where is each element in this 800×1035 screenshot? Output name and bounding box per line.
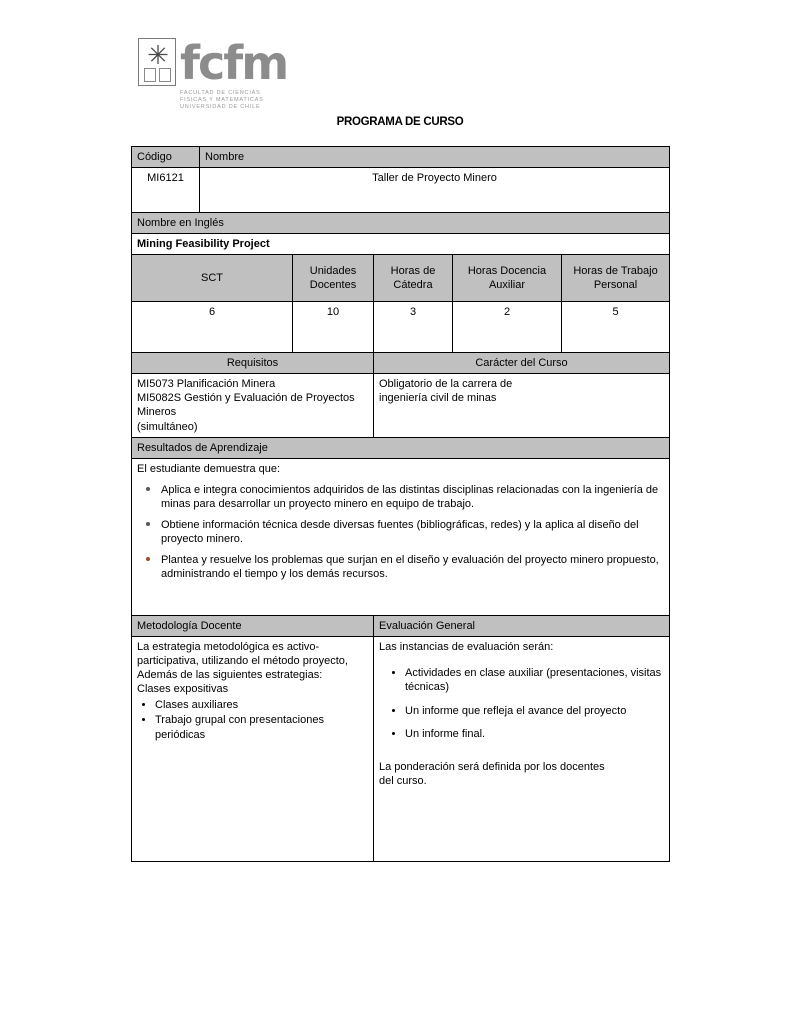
logo-subtitle-line-2: FISICAS Y MATEMATICAS bbox=[180, 97, 264, 103]
table-row bbox=[132, 234, 670, 255]
table-row bbox=[132, 302, 670, 353]
logo-wordmark: fcfm bbox=[180, 36, 288, 90]
cell-nombre-ingles-header: Nombre en Inglés bbox=[132, 213, 670, 234]
table-row bbox=[132, 147, 670, 168]
table-row bbox=[132, 437, 670, 458]
list-item: • Actividades en clase auxiliar (presentaciones, visitas técnicas) bbox=[405, 666, 664, 695]
list-item: • Aplica e integra conocimientos adquiridos de las distintas disciplinas relacionadas con la ingeniería de minas para desarrollar un proyecto minero en equipo de trabajo. bbox=[161, 480, 664, 512]
resultados-list bbox=[137, 480, 664, 582]
page-title: PROGRAMA DE CURSO bbox=[336, 116, 464, 128]
cell-metric-header-catedra: Horas de Cátedra bbox=[374, 255, 453, 302]
table-row bbox=[132, 374, 670, 437]
metodologia-line-3: Además de las siguientes estrategias: bbox=[137, 668, 323, 681]
requisito-line-2: MI5082S Gestión y Evaluación de Proyectos Mineros bbox=[137, 392, 355, 419]
list-item: • Trabajo grupal con presentaciones periódicas bbox=[155, 713, 368, 742]
cell-nombre-header: Nombre bbox=[200, 147, 670, 168]
metodologia-list bbox=[137, 698, 368, 742]
list-item: • Un informe que refleja el avance del proyecto bbox=[405, 704, 664, 719]
evaluacion-list bbox=[379, 666, 664, 742]
table-row bbox=[132, 636, 670, 861]
cell-resultados-header: Resultados de Aprendizaje bbox=[132, 437, 670, 458]
cell-metric-value-auxiliar: 2 bbox=[453, 302, 562, 353]
course-program-table bbox=[131, 146, 670, 862]
cell-resultados-content bbox=[132, 458, 670, 615]
requisito-line-1: MI5073 Planificación Minera bbox=[137, 378, 276, 391]
cell-metric-value-unidades: 10 bbox=[293, 302, 374, 353]
logo-emblem bbox=[138, 38, 176, 86]
cell-metric-value-sct: 6 bbox=[132, 302, 293, 353]
fcfm-logo bbox=[138, 38, 398, 118]
requisito-line-3: (simultáneo) bbox=[137, 420, 198, 433]
cell-metodologia-content bbox=[132, 636, 374, 861]
cell-requisitos-header: Requisitos bbox=[132, 353, 374, 374]
list-item: • Clases auxiliares bbox=[155, 698, 368, 712]
table-row bbox=[132, 213, 670, 234]
evaluacion-footer-line-2: del curso. bbox=[379, 775, 427, 787]
cell-codigo-value: MI6121 bbox=[132, 168, 200, 213]
list-item: • Obtiene información técnica desde diversas fuentes (bibliográficas, redes) y la aplica al diseño del proyecto minero. bbox=[161, 515, 664, 547]
metodologia-line-2: participativa, utilizando el método proyecto, bbox=[137, 654, 348, 667]
metodologia-line-4: Clases expositivas bbox=[137, 683, 229, 696]
logo-subtitle-line-1: FACULTAD DE CIENCIAS bbox=[180, 90, 261, 96]
cell-metodologia-header: Metodología Docente bbox=[132, 615, 374, 636]
cell-codigo-header: Código bbox=[132, 147, 200, 168]
cell-metric-value-catedra: 3 bbox=[374, 302, 453, 353]
list-item: • Plantea y resuelve los problemas que surjan en el diseño y evaluación del proyecto minero propuesto, administrando el tiempo y los demás recursos. bbox=[161, 550, 664, 582]
table-row bbox=[132, 458, 670, 615]
cell-evaluacion-content bbox=[374, 636, 670, 861]
metodologia-line-1: La estrategia metodológica es activo- bbox=[137, 640, 320, 653]
evaluacion-footer-line-1: La ponderación será definida por los docentes bbox=[379, 760, 605, 773]
cell-metric-header-auxiliar: Horas Docencia Auxiliar bbox=[453, 255, 562, 302]
list-item: • Un informe final. bbox=[405, 727, 664, 742]
resultados-intro: El estudiante demuestra que: bbox=[137, 462, 281, 475]
cell-caracter-header: Carácter del Curso bbox=[374, 353, 670, 374]
cell-metric-header-sct: SCT bbox=[132, 255, 293, 302]
evaluacion-intro: Las instancias de evaluación serán: bbox=[379, 640, 554, 653]
table-row bbox=[132, 168, 670, 213]
cell-metric-header-unidades: Unidades Docentes bbox=[293, 255, 374, 302]
caracter-line-1: Obligatorio de la carrera de bbox=[379, 378, 513, 391]
cell-nombre-ingles-value: Mining Feasibility Project bbox=[132, 234, 670, 255]
cell-nombre-value: Taller de Proyecto Minero bbox=[200, 168, 670, 213]
logo-square-left bbox=[144, 68, 156, 82]
star-icon: ✳ bbox=[147, 40, 169, 70]
logo-square-right bbox=[159, 68, 171, 82]
table-row bbox=[132, 255, 670, 302]
cell-metric-value-personal: 5 bbox=[562, 302, 670, 353]
cell-requisitos-value bbox=[132, 374, 374, 437]
table-row bbox=[132, 615, 670, 636]
table-row bbox=[132, 353, 670, 374]
logo-subtitle bbox=[180, 90, 264, 111]
cell-caracter-value bbox=[374, 374, 670, 437]
caracter-line-2: ingeniería civil de minas bbox=[379, 392, 497, 405]
cell-evaluacion-header: Evaluación General bbox=[374, 615, 670, 636]
logo-subtitle-line-3: UNIVERSIDAD DE CHILE bbox=[180, 104, 261, 110]
evaluacion-spacer bbox=[379, 751, 664, 760]
resultados-spacer bbox=[137, 585, 664, 594]
cell-metric-header-personal: Horas de Trabajo Personal bbox=[562, 255, 670, 302]
